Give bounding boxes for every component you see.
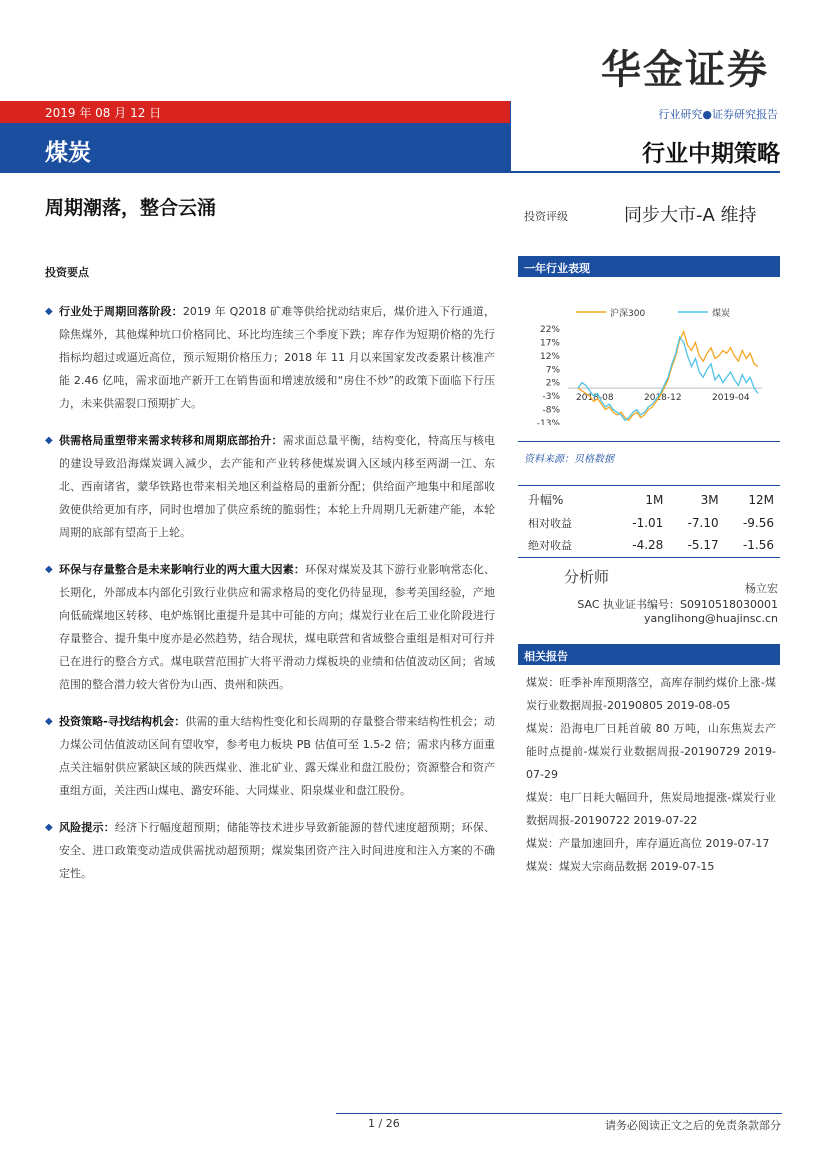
diamond-bullet-icon: ◆ [45,306,53,317]
point-body: 需求面总量平衡，结构变化，特高压与核电的建设导致沿海煤炭调入减少，去产能和产业转移使煤炭调入区域内移至两湖一江、东北、西南诸省，蒙华铁路也带来相关地区利益格局的重新分配；供给面产地集中和尾部收敛使供给更加有序，同时也增加了供应系统的脆弱性；本轮上升周期几无新建产能，本轮周期的底部有望高于上轮。 [59,434,496,539]
point-body: 2019 年 Q2018 矿难等供给扰动结束后，煤价进入下行通道，除焦煤外，其他煤种坑口价格同比、环比均连续三个季度下跌；库存作为短期价格的先行指标均超过或逼近高位，预示短期价格压力；2018 年 11 月以来国家发改委累计核准产能 2.46 亿吨，需求面地产新开工在销售面和增速放缓和“房住不炒”的政策下面临下行压力，未来供需裂口预期扩大。 [59,305,496,410]
headline: 周期潮落，整合云涌 [45,197,217,219]
rating-value: 同步大市-A 维持 [624,205,757,226]
point-title: 风险提示： [59,821,115,834]
sector-band [0,123,510,171]
related-title: 相关报告 [518,644,780,665]
brand-logo: 华金证券 [601,47,769,93]
legend-label: 沪深300 [610,309,646,319]
table-row [518,534,780,557]
table-header: 升幅% [528,493,564,507]
x-tick-label: 2018-08 [576,393,614,404]
point-title: 行业处于周期回落阶段： [59,305,183,318]
header-divider [510,101,511,171]
report-type: 行业中期策略 [642,141,780,167]
related-report-link[interactable]: 煤炭：旺季补库预期落空，高库存制约煤价上涨-煤炭行业数据周报-20190805 2019-08-05 [526,675,776,712]
key-point [45,429,495,544]
y-tick-label: 12% [539,351,560,362]
point-title: 供需格局重塑带来需求转移和周期底部抬升： [59,434,283,447]
sector-name: 煤炭 [45,140,91,166]
key-point [45,558,495,696]
y-tick-label: -13% [536,419,560,425]
point-body: 经济下行幅度超预期；储能等技术进步导致新能源的替代速度超预期；环保、安全、进口政策变动造成供需扰动超预期；煤炭集团资产注入时间进度和注入方案的不确定性。 [59,821,495,880]
performance-chart [518,277,780,425]
analyst-cert: SAC 执业证书编号：S0910518030001 [577,597,778,611]
table-cell: -1.01 [632,515,664,530]
performance-chart-svg [518,277,780,425]
y-tick-label: -3% [542,392,560,403]
table-top-rule [518,485,780,486]
key-point [45,300,495,415]
related-report-link[interactable]: 煤炭：产量加速回升，库存逼近高位 2019-07-17 [526,836,770,850]
perf-section-title: 一年行业表现 [518,256,780,277]
table-cell: -5.17 [669,534,724,557]
row-label: 相对收益 [528,516,572,530]
sidebar [518,256,780,878]
analyst-label: 分析师 [564,567,610,586]
diamond-bullet-icon: ◆ [45,564,53,575]
chart-rule [518,441,780,442]
related-report-link[interactable]: 煤炭：沿海电厂日耗首破 80 万吨，山东焦炭去产能时点提前-煤炭行业数据周报-20190729 2019-07-29 [526,721,776,781]
page-number: 1 / 26 [368,1117,400,1130]
table-header-row [518,488,780,511]
source-text: 资料来源：贝格数据 [524,454,614,465]
diamond-bullet-icon: ◆ [45,716,53,727]
table-header: 1M [645,492,664,507]
report-date: 2019 年 08 月 12 日 [45,106,162,120]
footer-disclaimer: 请务必阅读正文之后的免责条款部分 [605,1119,781,1132]
related-report-link[interactable]: 煤炭：煤炭大宗商品数据 2019-07-15 [526,859,715,873]
date-band [0,101,510,123]
table-header: 12M [748,492,774,507]
table-cell: -1.56 [725,534,780,557]
x-tick-label: 2019-04 [712,393,750,404]
x-tick-label: 2018-12 [644,393,682,404]
analyst-block [518,566,780,658]
key-points [45,300,495,899]
y-tick-label: -8% [542,405,560,416]
y-tick-label: 17% [539,338,560,349]
legend-label: 煤炭 [712,309,731,319]
related-reports [518,665,780,878]
rating-label: 投资评级 [524,210,568,223]
y-tick-label: 7% [545,365,560,376]
point-body: 环保对煤炭及其下游行业影响常态化、长期化，外部成本内部化引致行业供应和需求格局的变化仍待显现，参考美国经验，产地向低硫煤地区转移、电炉炼钢比重提升是其中可能的方向；煤炭行业在后工业化阶段进行存量整合、提升集中度亦是必然趋势，结合现状，煤电联营和省域整合重组是相对可行并已在进行的整合方式。煤电联营范围扩大将平滑动力煤板块的业绩和估值波动区间；省域范围的整合潜力较大省份为山西、贵州和陕西。 [59,563,496,691]
table-cell: -9.56 [742,515,774,530]
analyst-name: 杨立宏 [745,581,778,595]
point-title: 投资策略-寻找结构机会： [59,715,186,728]
table-cell: -7.10 [687,515,719,530]
point-title: 环保与存量整合是未来影响行业的两大重大因素： [59,563,306,576]
table-cell: -4.28 [614,534,669,557]
related-report-link[interactable]: 煤炭：电厂日耗大幅回升，焦炭局地提涨-煤炭行业数据周报-20190722 2019-07-22 [526,790,776,827]
analyst-email: yanglihong@huajinsc.cn [643,611,778,625]
report-category: 行业研究●证券研究报告 [658,108,778,121]
row-label: 绝对收益 [518,534,614,557]
table-row [518,511,780,534]
point-body: 供需的重大结构性变化和长周期的存量整合带来结构性机会；动力煤公司估值波动区间有望收窄，参考电力板块 PB 估值可至 1.5-2 倍；需求内移方面重点关注辐射供应紧缺区域的陕西煤业、淮北矿业、露天煤业和盘江股份；资源整合和资产重组方面，关注西山煤电、潞安环能、大同煤业、阳泉煤业和盘江股份。 [59,715,495,797]
key-point [45,710,495,802]
table-header: 3M [700,492,719,507]
y-tick-label: 2% [545,378,560,389]
diamond-bullet-icon: ◆ [45,435,53,446]
footer-rule [336,1113,782,1114]
header-rule [0,171,780,173]
y-tick-label: 22% [539,325,560,335]
diamond-bullet-icon: ◆ [45,822,53,833]
key-points-title: 投资要点 [45,266,89,279]
performance-table [518,488,780,558]
key-point [45,816,495,885]
